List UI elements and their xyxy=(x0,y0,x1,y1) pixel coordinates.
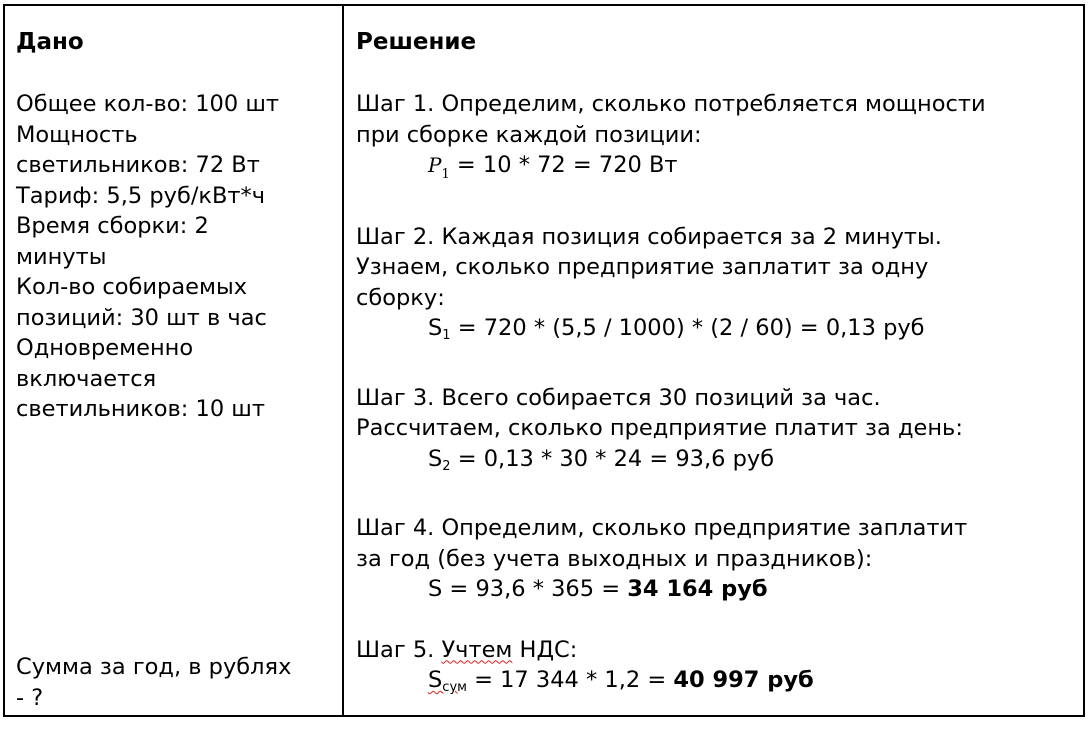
step-formula xyxy=(356,665,1076,704)
spellcheck-word: Учтем xyxy=(441,636,513,663)
solution-header: Решение xyxy=(356,29,477,55)
step-text-line: за год (без учета выходных и праздников): xyxy=(356,545,873,572)
step-text-line: сборку: xyxy=(356,284,445,311)
step-text-line: Шаг 2. Каждая позиция собирается за 2 минуты. xyxy=(356,223,942,250)
formula-variable: S xyxy=(428,315,443,341)
given-line: позиций: 30 шт в час xyxy=(16,304,267,331)
step-text-line: Шаг 3. Всего собирается 30 позиций за час. xyxy=(356,384,881,411)
given-line: Тариф: 5,5 руб/кВт*ч xyxy=(16,182,266,209)
given-line: включается xyxy=(16,365,157,392)
question-block xyxy=(16,652,336,713)
step-text-suffix: НДС: xyxy=(512,636,578,663)
formula-result: 40 997 руб xyxy=(673,667,814,693)
given-line: Общее кол-во: 100 шт xyxy=(16,91,280,117)
formula-expression: = 17 344 * 1,2 = xyxy=(466,667,674,693)
formula-expression: = 720 * (5,5 / 1000) * (2 / 60) = 0,13 руб xyxy=(450,315,925,341)
step-4 xyxy=(356,513,1076,605)
formula-variable-subscript: 1 xyxy=(442,328,451,343)
given-line: минуты xyxy=(16,243,107,270)
formula-variable xyxy=(428,667,467,693)
given-line: Время сборки: 2 xyxy=(16,213,209,239)
step-text-line: Узнаем, сколько предприятие заплатит за одну xyxy=(356,254,929,280)
step-formula xyxy=(356,150,1076,191)
step-formula xyxy=(356,313,1076,352)
formula-variable: P xyxy=(428,153,442,177)
step-3 xyxy=(356,383,1076,483)
step-text-line: Шаг 1. Определим, сколько потребляется мощности xyxy=(356,91,986,117)
question-line: - ? xyxy=(16,684,44,711)
given-line: Одновременно xyxy=(16,335,194,361)
given-list xyxy=(16,89,336,425)
step-text-line: Рассчитаем, сколько предприятие платит за день: xyxy=(356,415,963,441)
formula-variable-subscript: 2 xyxy=(442,458,451,474)
formula-expression: = 0,13 * 30 * 24 = 93,6 руб xyxy=(450,445,775,472)
solution-table xyxy=(3,4,1085,717)
given-line: светильников: 72 Вт xyxy=(16,152,260,178)
formula-expression: S = 93,6 * 365 = xyxy=(428,576,628,602)
solution-column xyxy=(344,6,1083,715)
formula-variable-subscript: 1 xyxy=(441,167,450,182)
formula-result: 34 164 руб xyxy=(627,576,768,602)
given-line: светильников: 10 шт xyxy=(16,396,266,422)
step-formula xyxy=(356,444,1076,483)
question-line: Сумма за год, в рублях xyxy=(16,654,292,680)
formula-variable-letter: S xyxy=(428,667,443,693)
step-formula xyxy=(356,574,1076,605)
formula-variable-subscript: сум xyxy=(442,680,467,695)
step-text-prefix: Шаг 5. xyxy=(356,636,442,663)
step-text-line xyxy=(356,635,1076,666)
given-line: Кол-во собираемых xyxy=(16,274,248,300)
step-5 xyxy=(356,635,1076,704)
step-text-line: Шаг 4. Определим, сколько предприятие заплатит xyxy=(356,515,968,541)
solution-steps xyxy=(356,89,1076,735)
given-line: Мощность xyxy=(16,121,138,148)
step-1 xyxy=(356,89,1076,191)
formula-expression: = 10 * 72 = 720 Вт xyxy=(449,152,678,178)
step-text-line: при сборке каждой позиции: xyxy=(356,121,702,148)
given-column xyxy=(5,6,344,715)
step-2 xyxy=(356,222,1076,352)
formula-variable: S xyxy=(428,445,443,472)
given-header: Дано xyxy=(16,29,84,55)
